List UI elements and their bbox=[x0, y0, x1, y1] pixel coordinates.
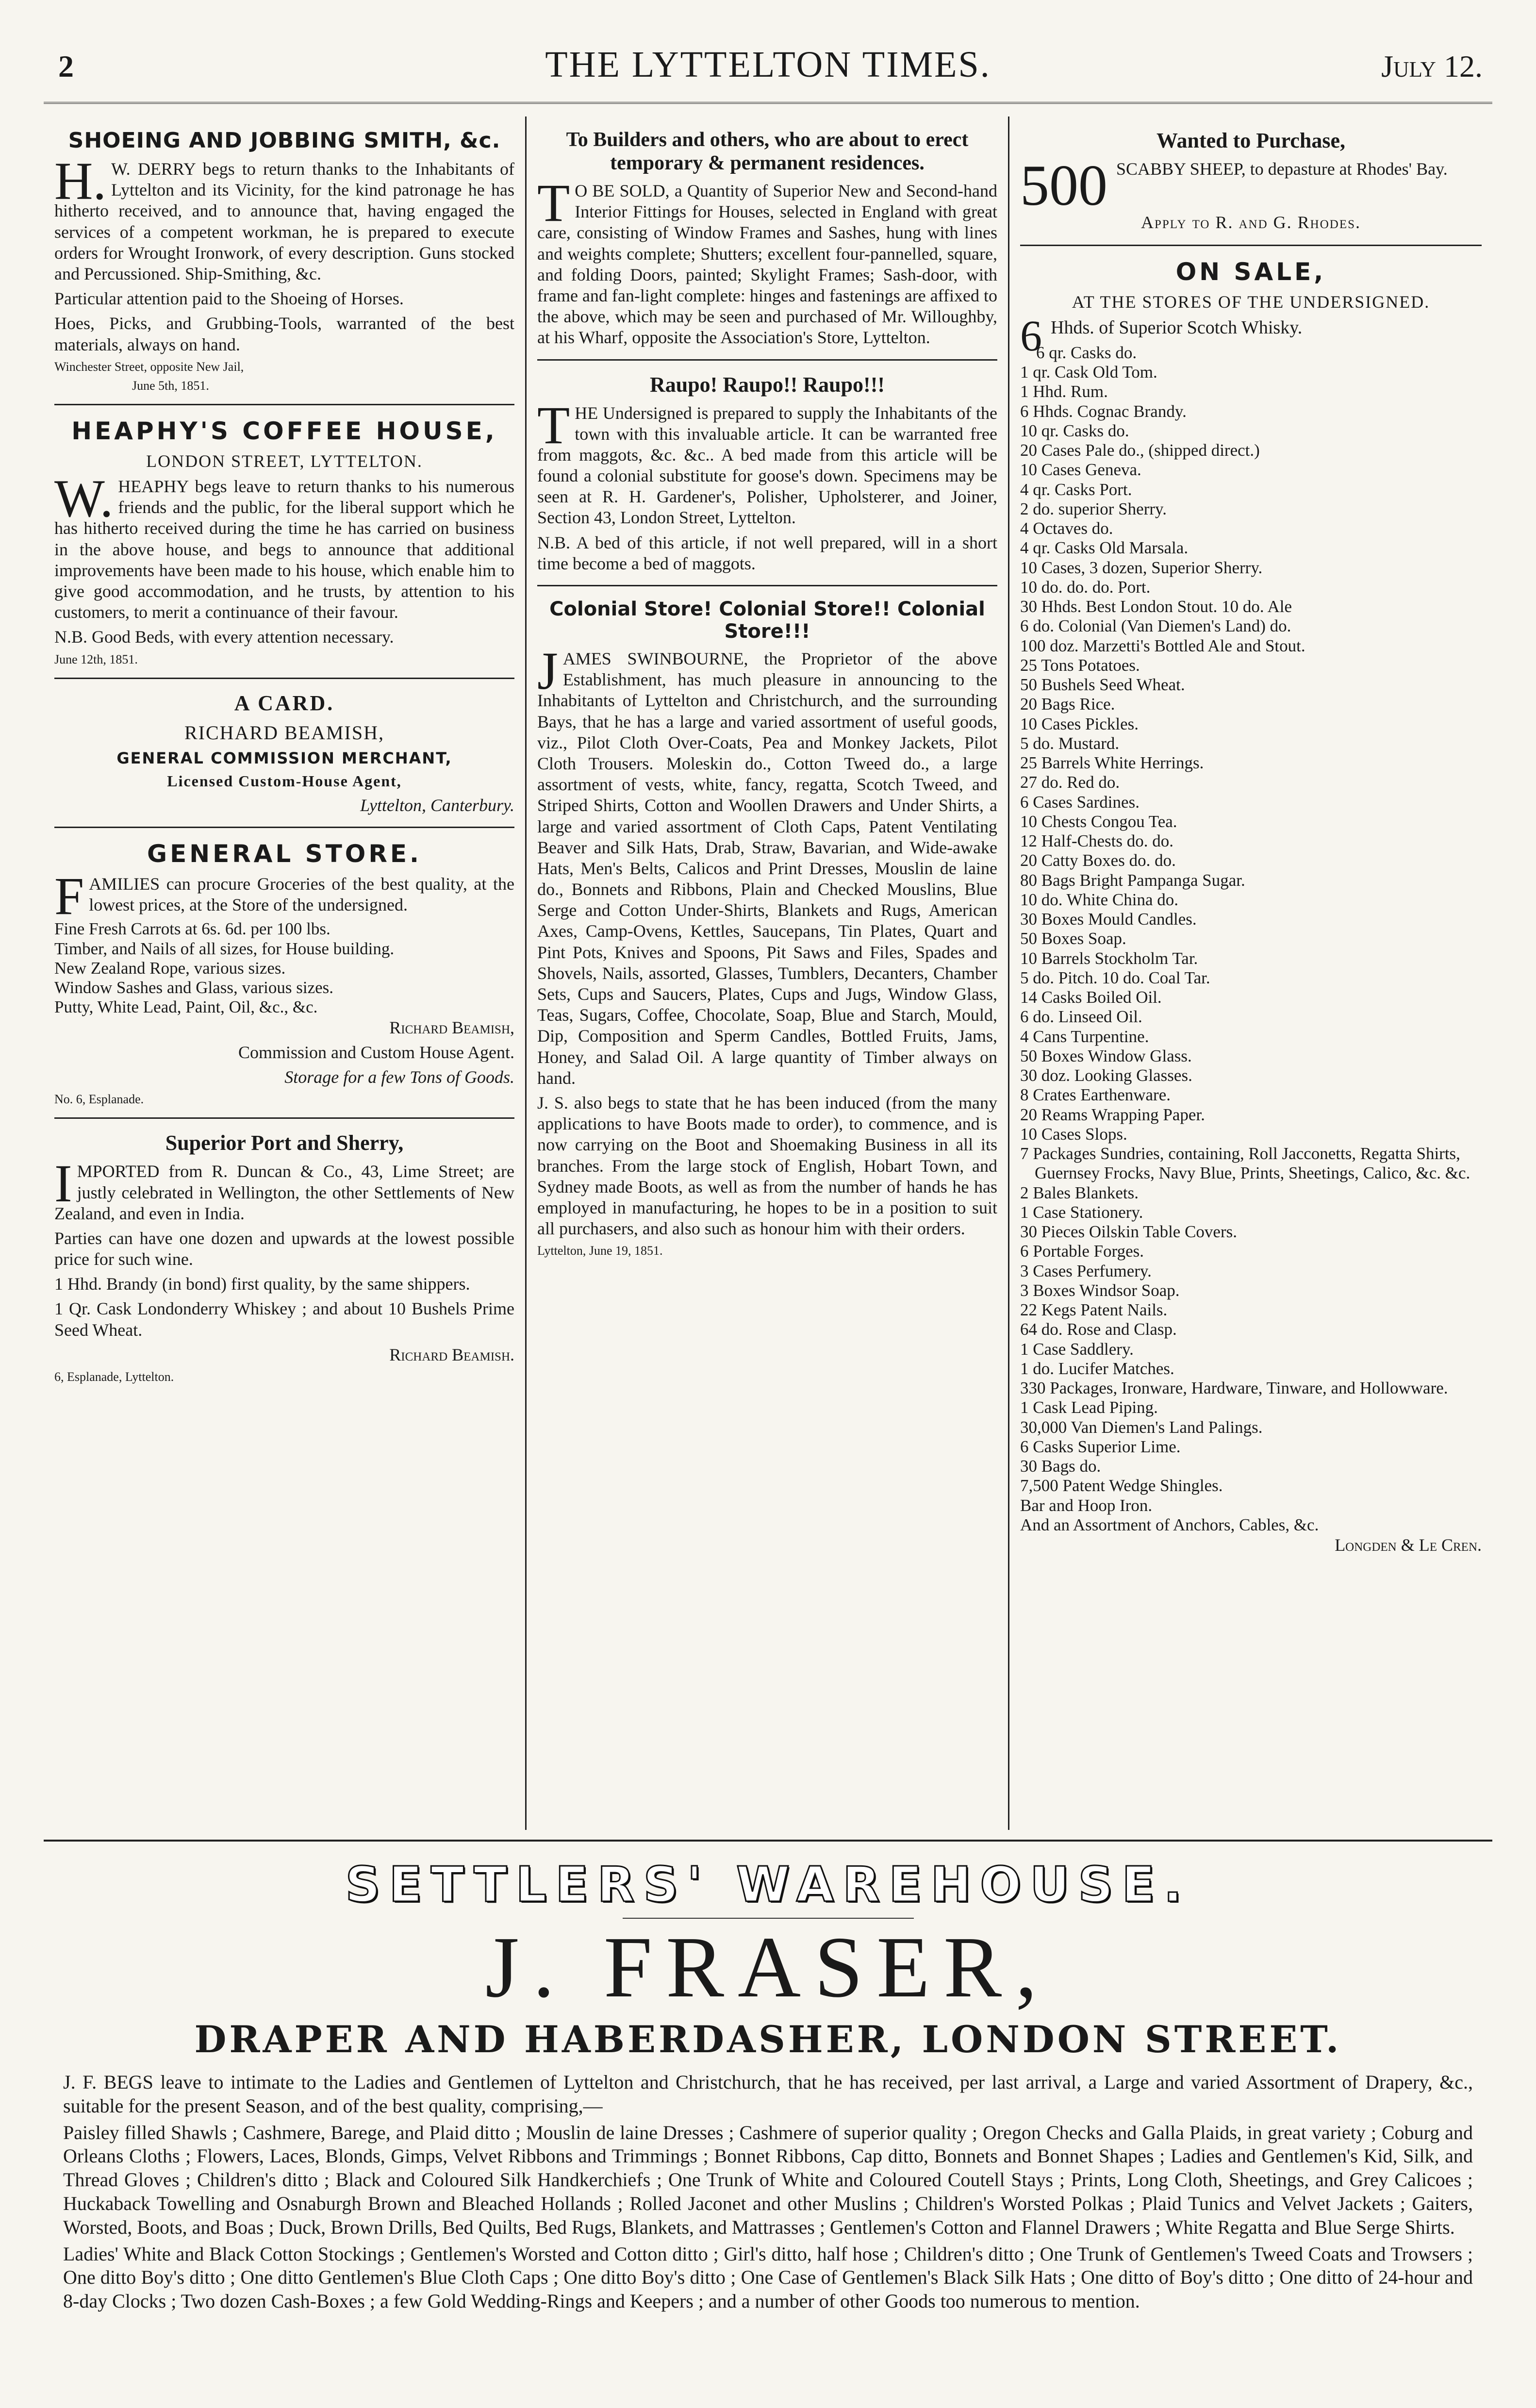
ad-heading: ON SALE, bbox=[1175, 258, 1326, 286]
sale-list-item: 12 Half-Chests do. do. bbox=[1020, 831, 1173, 851]
ad-body: IMPORTED from R. Duncan & Co., 43, Lime Street; are justly celebrated in Wellington, the other Settlements of New Zealand, and even in India. bbox=[54, 1154, 514, 1223]
ad-raupo bbox=[537, 361, 997, 587]
sale-first-item: Hhds. of Superior Scotch Whisky. bbox=[1051, 317, 1303, 338]
ad-date: June 12th, 1851. bbox=[54, 652, 138, 666]
ad-paragraph: N.B. Good Beds, with every attention necessary. bbox=[54, 627, 394, 647]
sale-list-item: 10 Chests Congou Tea. bbox=[1020, 812, 1177, 831]
ad-heading: GENERAL STORE. bbox=[147, 839, 422, 868]
sale-list-item: 10 Barrels Stockholm Tar. bbox=[1020, 948, 1198, 968]
sale-list-item: 3 Boxes Windsor Soap. bbox=[1020, 1280, 1180, 1300]
newspaper-page bbox=[44, 29, 1492, 2378]
ad-wanted bbox=[1020, 116, 1482, 246]
sale-list-item: 10 Cases, 3 dozen, Superior Sherry. bbox=[1020, 558, 1263, 577]
settlers-warehouse-ad bbox=[44, 1840, 1492, 2316]
sale-list-item: 22 Kegs Patent Nails. bbox=[1020, 1300, 1168, 1320]
wanted-number: 500 bbox=[1020, 153, 1107, 217]
ad-paragraph: J. S. also begs to state that he has been induced (from the many applications to have Boots made to order), to commence, and is now carrying on the Boot and Shoemaking Business in all its branches. From the large stock of English, Hobart Town, and Sydney made Boots, as well as from the number of hands he has employed in manufacturing, he hopes to be in a position to suit all purchasers, and also such as honour him with their orders. bbox=[537, 1093, 997, 1239]
ad-body: FAMILIES can procure Groceries of the best quality, at the lowest prices, at the Store of the undersigned. bbox=[54, 866, 514, 926]
sale-list-item: 20 Reams Wrapping Paper. bbox=[1020, 1105, 1205, 1124]
ad-general-store bbox=[54, 828, 514, 1119]
sale-list-item: 30 Bags do. bbox=[1020, 1457, 1101, 1476]
sale-list-item: 6 qr. Casks do. bbox=[1036, 343, 1137, 362]
banner-body bbox=[44, 2071, 1492, 2313]
ad-coffee-house bbox=[54, 405, 514, 679]
ad-heading: A CARD. bbox=[234, 691, 335, 715]
sale-list-item: 2 Bales Blankets. bbox=[1020, 1183, 1139, 1202]
sale-list-item: 30 Hhds. Best London Stout. 10 do. Ale bbox=[1020, 597, 1292, 616]
ad-paragraph: Particular attention paid to the Shoeing of Horses. bbox=[54, 289, 404, 309]
sale-list-item: 7 Packages Sundries, containing, Roll Jacconetts, Regatta Shirts, Guernsey Frocks, Navy Blue, Prints, Sheetings, Calico, &c. &c. bbox=[1020, 1144, 1470, 1183]
ad-body: JAMES SWINBOURNE, the Proprietor of the above Establishment, has much pleasure in announcing to the Inhabitants of Lyttelton and Christchurch, and the surrounding Bays, that he has a large and varied assortment of useful goods, viz., Pilot Cloth Over-Coats, Pea and Monkey Jackets, Pilot Cloth Trousers. Moleskin do., Cotton Tweed do., a large assortment of vests, white, fancy, regatta, Scotch Tweed, and Striped Shirts, Cotton and Woollen Drawers and Under Shirts, a large and varied assortment of Cloth Caps, Patent Ventilating Beaver and Silk Hats, Drab, Straw, Bavarian, and Wide-awake Hats, Men's Belts, Calicos and Print Dresses, Mouslin de laine do., Bonnets and Ribbons, Plain and Checked Mouslins, Blue Serge and Cotton Under-Shirts, Blankets and Rugs, American Axes, Camp-Ovens, Kettles, Saucepans, Tin Plates, Quart and Pint Pots, Knives and Spoons, Pit Saws and Files, Spades and Shovels, Nails, assorted, Glasses, Tumblers, Decanters, Chamber Sets, Cups and Saucers, Plates, Cups and Jugs, Window Glass, Teas, Sugars, Coffee, Chocolate, Soap, Blue and Starch, Mould, Dip, Composition and Sperm Candles, Bottled Fruits, Jams, Honey, and Salad Oil. A large quantity of Timber always on hand. bbox=[537, 641, 997, 1088]
sale-list-item: 5 do. Mustard. bbox=[1020, 733, 1120, 753]
sale-list-item: 1 qr. Cask Old Tom. bbox=[1020, 363, 1157, 382]
sale-list-item: 10 Cases Pickles. bbox=[1020, 714, 1139, 733]
column-2 bbox=[527, 116, 1009, 1830]
ad-address: 6, Esplanade, Lyttelton. bbox=[54, 1370, 174, 1384]
ad-paragraph: Parties can have one dozen and upwards at the lowest possible price for such wine. bbox=[54, 1228, 514, 1269]
sale-list-item: 1 Case Saddlery. bbox=[1020, 1339, 1134, 1359]
sale-list-item: 50 Bushels Seed Wheat. bbox=[1020, 675, 1185, 695]
sale-list-item: 30 Pieces Oilskin Table Covers. bbox=[1020, 1222, 1237, 1242]
banner-paragraph: J. F. BEGS leave to intimate to the Ladies and Gentlemen of Lyttelton and Christchurch, that he has received, per last arrival, a Large and varied Assortment of Drapery, &c., suitable for the present Season, and of the best quality, comprising,— bbox=[63, 2071, 1473, 2117]
sale-list-item: 8 Crates Earthenware. bbox=[1020, 1085, 1171, 1105]
banner-title: SETTLERS' WAREHOUSE. bbox=[345, 1856, 1191, 1913]
storage-note: Storage for a few Tons of Goods. bbox=[284, 1067, 514, 1087]
sale-first-number: 6 bbox=[1020, 312, 1042, 361]
sale-list-item: 4 qr. Casks Old Marsala. bbox=[1020, 538, 1189, 558]
ad-address: No. 6, Esplanade. bbox=[54, 1092, 144, 1107]
ad-body: TO BE SOLD, a Quantity of Superior New and Second-hand Interior Fittings for Houses, selected in England with great care, consisting of Window Frames and Sashes, hung with lines and weights complete; Shutters; excellent four-pannelled, square, and folding Doors, painted; Skylight Frames; Sash-door, with frame and fan-light complete: hinges and fastenings are affixed to the above, which may be seen and purchased of Mr. Willoughby, at his Wharf, opposite the Association's Store, Lyttelton. bbox=[537, 173, 997, 348]
banner-name: J. FRASER, bbox=[485, 1919, 1051, 2015]
ad-heading: HEAPHY'S COFFEE HOUSE, bbox=[71, 417, 497, 446]
page-number: 2 bbox=[58, 49, 74, 83]
sale-list-item: 2 do. superior Sherry. bbox=[1020, 499, 1167, 518]
list-item: Timber, and Nails of all sizes, for House building. bbox=[54, 939, 395, 958]
store-item-list bbox=[54, 919, 514, 1017]
sale-list-item: 80 Bags Bright Pampanga Sugar. bbox=[1020, 870, 1245, 890]
sale-list-item: 25 Tons Potatoes. bbox=[1020, 655, 1140, 675]
sale-list-item: 1 Case Stationery. bbox=[1020, 1202, 1143, 1222]
ad-heading: To Builders and others, who are about to erect temporary & permanent residences. bbox=[566, 129, 969, 174]
sale-list-item: 20 Bags Rice. bbox=[1020, 695, 1115, 714]
column-1 bbox=[44, 116, 527, 1830]
apply-note: Apply to R. and G. Rhodes. bbox=[1140, 213, 1361, 232]
sale-list-item: 4 Cans Turpentine. bbox=[1020, 1027, 1149, 1046]
sale-list-item: 1 Hhd. Rum. bbox=[1020, 382, 1108, 401]
ad-date: Lyttelton, June 19, 1851. bbox=[537, 1244, 663, 1258]
sale-list-item: 50 Boxes Window Glass. bbox=[1020, 1046, 1192, 1065]
banner-trade: DRAPER AND HABERDASHER, LONDON STREET. bbox=[194, 2018, 1342, 2061]
ad-signature: Richard Beamish. bbox=[389, 1345, 514, 1364]
sale-item-list bbox=[1020, 343, 1482, 1535]
ad-signature: Richard Beamish, bbox=[389, 1017, 514, 1037]
sale-list-item: 3 Cases Perfumery. bbox=[1020, 1261, 1152, 1280]
sale-list-item: 27 do. Red do. bbox=[1020, 773, 1120, 792]
ad-subheading: LONDON STREET, LYTTELTON. bbox=[146, 451, 423, 471]
sale-list-item: 6 Cases Sardines. bbox=[1020, 792, 1140, 812]
sale-list-item: 14 Casks Boiled Oil. bbox=[1020, 988, 1162, 1007]
sale-list-item: 30 doz. Looking Glasses. bbox=[1020, 1066, 1192, 1085]
ad-body: W.HEAPHY begs leave to return thanks to his numerous friends and the public, for the liberal support which he has hitherto received during the time he has carried on business in the above house, and begs to announce that additional improvements have been made to his house, which enable him to give good accommodation, and he trusts, by attention to his customers, to merit a continuance of their favour. bbox=[54, 469, 514, 622]
sale-list-item: 10 do. do. do. Port. bbox=[1020, 577, 1151, 597]
card-place: Lyttelton, Canterbury. bbox=[360, 795, 514, 815]
sale-list-item: 50 Boxes Soap. bbox=[1020, 929, 1126, 948]
column-3 bbox=[1009, 116, 1492, 1830]
sale-list-item: 6 Hhds. Cognac Brandy. bbox=[1020, 401, 1187, 421]
ad-paragraph: N.B. A bed of this article, if not well prepared, will in a short time become a bed of maggots. bbox=[537, 532, 997, 573]
ad-signature-role: Commission and Custom House Agent. bbox=[238, 1042, 514, 1062]
ad-port-sherry bbox=[54, 1119, 514, 1395]
ad-heading: Wanted to Purchase, bbox=[1156, 129, 1346, 152]
ad-body: H.W. DERRY begs to return thanks to the Inhabitants of Lyttelton and its Vicinity, for the kind patronage he has hitherto received, and to announce that, having engaged the services of a competent workman, he is prepared to execute orders for Wrought Ironwork, of every description. Guns stocked and Percussioned. Ship-Smithing, &c. bbox=[54, 151, 514, 283]
ad-paragraph: Hoes, Picks, and Grubbing-Tools, warranted of the best materials, always on hand. bbox=[54, 314, 514, 354]
sale-list-item: Bar and Hoop Iron. bbox=[1020, 1495, 1153, 1515]
sale-list-item: 7,500 Patent Wedge Shingles. bbox=[1020, 1476, 1223, 1495]
ad-address: Winchester Street, opposite New Jail, bbox=[54, 359, 244, 374]
banner-paragraph: Ladies' White and Black Cotton Stockings ; Gentlemen's Worsted and Cotton ditto ; Girl's ditto, half hose ; Children's ditto ; One Trunk of Gentlemen's Tweed Coats and Trowsers ; One ditto Boy's ditto ; One ditto Gentlemen's Blue Cloth Caps ; One ditto Boy's ditto ; One Case of Gentlemen's Black Silk Hats ; One ditto of Boy's ditto ; One ditto of 24-hour and 8-day Clocks ; Two dozen Cash-Boxes ; a few Gold Wedding-Rings and Keepers ; and a number of other Goods too numerous to mention. bbox=[63, 2242, 1473, 2312]
ad-body: SCABBY SHEEP, to depasture at Rhodes' Bay. bbox=[1116, 159, 1448, 179]
sale-list-item: 5 do. Pitch. 10 do. Coal Tar. bbox=[1020, 968, 1210, 987]
ad-signature: Longden & Le Cren. bbox=[1335, 1535, 1482, 1555]
sale-list-item: 100 doz. Marzetti's Bottled Ale and Stout. bbox=[1020, 636, 1305, 655]
card-role: GENERAL COMMISSION MERCHANT, bbox=[116, 748, 452, 767]
ad-date: June 5th, 1851. bbox=[132, 378, 209, 393]
list-item: Window Sashes and Glass, various sizes. bbox=[54, 978, 334, 997]
ad-card bbox=[54, 679, 514, 828]
sale-list-item: 4 Octaves do. bbox=[1020, 519, 1113, 538]
ad-colonial-store bbox=[537, 586, 997, 1269]
ad-paragraph: 1 Qr. Cask Londonderry Whiskey ; and about 10 Bushels Prime Seed Wheat. bbox=[54, 1299, 514, 1340]
ad-body: THE Undersigned is prepared to supply the Inhabitants of the town with this invaluable article. It can be warranted free from maggots, &c. &c.. A bed made from this article will be found a colonial substitute for goose's down. Specimens may be seen at R. H. Gardener's, Polisher, Upholsterer, and Joiner, Section 43, London Street, Lyttelton. bbox=[537, 395, 997, 528]
sale-list-item: 6 Portable Forges. bbox=[1020, 1242, 1144, 1261]
ad-paragraph: 1 Hhd. Brandy (in bond) first quality, by the same shippers. bbox=[54, 1274, 470, 1294]
sale-list-item: 6 Casks Superior Lime. bbox=[1020, 1437, 1181, 1456]
sale-list-item: 10 Cases Geneva. bbox=[1020, 460, 1141, 480]
sale-list-item: 1 do. Lucifer Matches. bbox=[1020, 1359, 1174, 1378]
sale-list-item: 25 Barrels White Herrings. bbox=[1020, 753, 1204, 773]
sale-list-item: 20 Cases Pale do., (shipped direct.) bbox=[1020, 441, 1260, 460]
list-item: New Zealand Rope, various sizes. bbox=[54, 958, 286, 978]
sale-list-item: 10 do. White China do. bbox=[1020, 890, 1178, 909]
list-item: Putty, White Lead, Paint, Oil, &c., &c. bbox=[54, 997, 318, 1017]
columns bbox=[44, 116, 1492, 1830]
issue-date: July 12. bbox=[1381, 49, 1483, 83]
ad-heading: Colonial Store! Colonial Store!! Colonial Store!!! bbox=[549, 598, 985, 643]
sale-list-item: 10 qr. Casks do. bbox=[1020, 421, 1129, 440]
sale-list-item: And an Assortment of Anchors, Cables, &c. bbox=[1020, 1515, 1319, 1534]
sale-list-item: 4 qr. Casks Port. bbox=[1020, 480, 1132, 499]
list-item: Fine Fresh Carrots at 6s. 6d. per 100 lbs. bbox=[54, 919, 330, 939]
sale-list-item: 1 Cask Lead Piping. bbox=[1020, 1398, 1158, 1417]
banner-paragraph: Paisley filled Shawls ; Cashmere, Barege, and Plaid ditto ; Mouslin de laine Dresses ; Cashmere of superior quality ; Oregon Checks and Galla Plaids, in great variety ; Coburg and Orleans Cloths ; Flowers, Laces, Blonds, Gimps, Velvet Ribbons and Trimmings ; Bonnet Ribbons, Cap ditto, Bonnets and Bonnet Shapes ; Ladies and Gentlemen's Kid, Silk, and Thread Gloves ; Children's ditto ; Black and Coloured Silk Handkerchiefs ; One Trunk of White and Coloured Coutell Stays ; Prints, Long Cloth, Sheetings, and Grey Calicoes ; Huckaback Towelling and Osnaburgh Brown and Bleached Hollands ; Rolled Jaconet and other Muslins ; Children's Worsted Polkas ; Plaid Tunics and Velvet Jackets ; Gaiters, Worsted, Boots, and Boas ; Duck, Brown Drills, Bed Quilts, Bed Rugs, Blankets, and Mattrasses ; Gentlemen's Cotton and Flannel Drawers ; White Regatta and Blue Serge Shirts. bbox=[63, 2121, 1473, 2238]
sale-list-item: 10 Cases Slops. bbox=[1020, 1124, 1127, 1144]
sale-list-item: 30 Boxes Mould Candles. bbox=[1020, 910, 1197, 929]
ad-smith bbox=[54, 116, 514, 405]
sale-list-item: 6 do. Colonial (Van Diemen's Land) do. bbox=[1020, 616, 1291, 636]
ad-heading: Superior Port and Sherry, bbox=[165, 1131, 404, 1155]
sale-list-item: 20 Catty Boxes do. do. bbox=[1020, 851, 1176, 870]
card-role-2: Licensed Custom-House Agent, bbox=[167, 772, 402, 790]
ad-heading: Raupo! Raupo!! Raupo!!! bbox=[649, 372, 885, 397]
ad-builders bbox=[537, 116, 997, 361]
sale-list-item: 30,000 Van Diemen's Land Palings. bbox=[1020, 1417, 1263, 1437]
sale-list-item: 330 Packages, Ironware, Hardware, Tinware, and Hollowware. bbox=[1020, 1378, 1448, 1398]
ad-on-sale bbox=[1020, 246, 1482, 1566]
masthead bbox=[44, 29, 1492, 104]
ad-subheading: AT THE STORES OF THE UNDERSIGNED. bbox=[1072, 292, 1430, 312]
card-name: RICHARD BEAMISH, bbox=[184, 721, 385, 744]
sale-list-item: 64 do. Rose and Clasp. bbox=[1020, 1320, 1177, 1339]
sale-list-item: 6 do. Linseed Oil. bbox=[1020, 1007, 1142, 1027]
ad-heading: SHOEING AND JOBBING SMITH, &c. bbox=[68, 128, 501, 153]
newspaper-title: THE LYTTELTON TIMES. bbox=[545, 44, 991, 85]
